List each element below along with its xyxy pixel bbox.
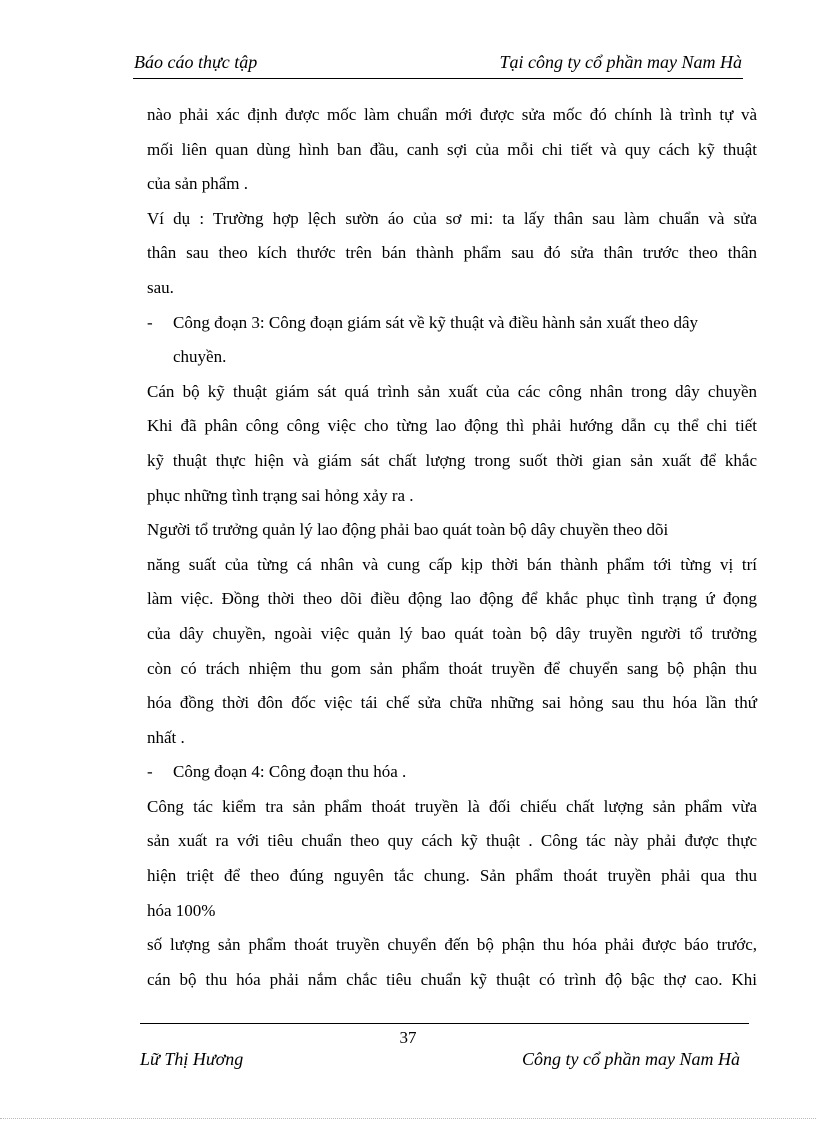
body-text xyxy=(147,98,757,997)
bullet-text: Công đoạn 3: Công đoạn giám sát về kỹ thuật và điều hành sản xuất theo dây xyxy=(173,312,699,332)
text-line: còn có trách nhiệm thu gom sản phẩm thoát truyền để chuyển sang bộ phận thu xyxy=(147,658,757,678)
footer-author: Lữ Thị Hương xyxy=(140,1049,244,1069)
text-line: sau. xyxy=(147,277,174,297)
text-line: mối liên quan dùng hình ban đầu, canh sợi của mỗi chi tiết và quy cách kỹ thuật xyxy=(147,139,757,159)
page-number: 37 xyxy=(399,1028,417,1047)
text-line: Khi đã phân công công việc cho từng lao động thì phải hướng dẫn cụ thể chi tiết xyxy=(147,416,757,436)
text-line: cán bộ thu hóa phải nắm chắc tiêu chuẩn kỹ thuật có trình độ bậc thợ cao. Khi xyxy=(147,969,757,989)
text-line: Công tác kiểm tra sản phẩm thoát truyền là đối chiếu chất lượng sản phẩm vừa xyxy=(147,796,757,816)
text-line: hóa đồng thời đôn đốc việc tái chế sửa chữa những sai hỏng sau thu hóa lần thứ xyxy=(147,693,757,713)
bullet-dash: - xyxy=(147,312,153,332)
text-line: phục những tình trạng sai hỏng xảy ra . xyxy=(147,485,414,505)
text-line: năng suất của từng cá nhân và cung cấp kịp thời bán thành phẩm tới từng vị trí xyxy=(147,554,757,574)
text-line: sản xuất ra với tiêu chuẩn theo quy cách kỹ thuật . Công tác này phải được thực xyxy=(147,831,757,851)
text-line: Người tổ trưởng quản lý lao động phải bao quát toàn bộ dây chuyền theo dõi xyxy=(147,520,669,540)
bullet-line xyxy=(147,306,757,341)
bullet-line xyxy=(147,755,757,790)
text-line: kỹ thuật thực hiện và giám sát chất lượng trong suốt thời gian sản xuất để khắc xyxy=(147,450,757,470)
bullet-dash: - xyxy=(147,762,153,782)
text-line: nào phải xác định được mốc làm chuẩn mới được sửa mốc đó chính là trình tự và xyxy=(147,105,757,124)
text-line: thân sau theo kích thước trên bán thành phẩm sau đó sửa thân trước theo thân xyxy=(147,243,757,263)
text-line: hiện triệt để theo đúng nguyên tắc chung. Sản phẩm thoát truyền phải qua thu xyxy=(147,866,757,886)
text-line: Ví dụ : Trường hợp lệch sườn áo của sơ mi: ta lấy thân sau làm chuẩn và sửa xyxy=(147,208,757,228)
text-line: số lượng sản phẩm thoát truyền chuyển đến bộ phận thu hóa phải được báo trước, xyxy=(147,935,757,955)
footer-company: Công ty cổ phần may Nam Hà xyxy=(522,1049,740,1069)
header-report-title: Báo cáo thực tập xyxy=(134,52,258,72)
page-edge-divider xyxy=(0,1118,816,1119)
header-company: Tại công ty cổ phần may Nam Hà xyxy=(499,52,742,72)
footer-divider xyxy=(140,1023,749,1024)
text-line: nhất . xyxy=(147,727,185,747)
text-line: Cán bộ kỹ thuật giám sát quá trình sản xuất của các công nhân trong dây chuyền xyxy=(147,381,757,401)
text-line: hóa 100% xyxy=(147,900,216,920)
text-line: của sản phẩm . xyxy=(147,174,249,194)
text-line: chuyền. xyxy=(173,347,227,367)
text-line: của dây chuyền, ngoài việc quản lý bao quát toàn bộ dây truyền người tổ trưởng xyxy=(147,623,757,643)
page-header xyxy=(133,50,743,79)
text-line: làm việc. Đồng thời theo dõi điều động lao động để khắc phục tình trạng ứ đọng xyxy=(147,589,757,609)
bullet-text: Công đoạn 4: Công đoạn thu hóa . xyxy=(173,762,407,782)
